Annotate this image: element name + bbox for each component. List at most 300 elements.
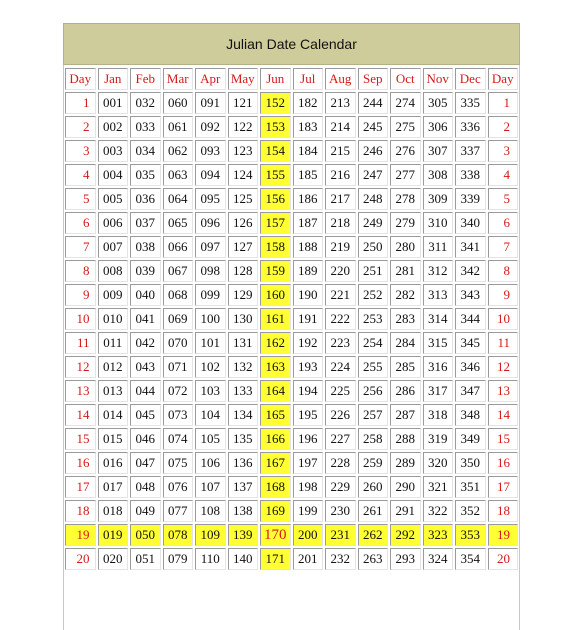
julian-date-cell: 132 bbox=[228, 356, 259, 378]
julian-date-cell: 306 bbox=[423, 116, 454, 138]
julian-date-cell: 244 bbox=[358, 92, 389, 114]
julian-date-cell: 277 bbox=[390, 164, 421, 186]
day-number-left: 9 bbox=[65, 284, 96, 306]
julian-date-cell: 126 bbox=[228, 212, 259, 234]
julian-date-cell: 051 bbox=[130, 548, 161, 570]
table-row bbox=[65, 236, 518, 258]
julian-date-cell: 048 bbox=[130, 476, 161, 498]
julian-date-cell: 232 bbox=[325, 548, 356, 570]
julian-date-cell: 127 bbox=[228, 236, 259, 258]
julian-date-cell: 101 bbox=[195, 332, 226, 354]
julian-date-cell: 033 bbox=[130, 116, 161, 138]
julian-date-cell: 157 bbox=[260, 212, 291, 234]
julian-date-cell: 007 bbox=[98, 236, 129, 258]
julian-date-cell: 099 bbox=[195, 284, 226, 306]
julian-date-cell: 354 bbox=[455, 548, 486, 570]
day-number-left: 6 bbox=[65, 212, 96, 234]
julian-date-cell: 308 bbox=[423, 164, 454, 186]
day-number-right: 13 bbox=[488, 380, 519, 402]
day-number-right: 8 bbox=[488, 260, 519, 282]
julian-date-cell: 183 bbox=[293, 116, 324, 138]
julian-date-cell: 219 bbox=[325, 236, 356, 258]
julian-date-cell: 198 bbox=[293, 476, 324, 498]
julian-date-cell: 255 bbox=[358, 356, 389, 378]
julian-date-cell: 108 bbox=[195, 500, 226, 522]
julian-date-cell: 104 bbox=[195, 404, 226, 426]
julian-date-cell: 135 bbox=[228, 428, 259, 450]
julian-date-cell: 134 bbox=[228, 404, 259, 426]
julian-date-cell: 131 bbox=[228, 332, 259, 354]
julian-date-cell: 064 bbox=[163, 188, 194, 210]
julian-date-cell: 190 bbox=[293, 284, 324, 306]
header-sep: Sep bbox=[358, 68, 389, 90]
julian-date-cell: 350 bbox=[455, 452, 486, 474]
julian-date-cell: 348 bbox=[455, 404, 486, 426]
julian-date-cell: 249 bbox=[358, 212, 389, 234]
julian-date-cell: 001 bbox=[98, 92, 129, 114]
julian-date-cell: 186 bbox=[293, 188, 324, 210]
julian-date-cell: 162 bbox=[260, 332, 291, 354]
table-row bbox=[65, 476, 518, 498]
calendar-title: Julian Date Calendar bbox=[63, 23, 520, 65]
header-oct: Oct bbox=[390, 68, 421, 90]
julian-date-cell: 309 bbox=[423, 188, 454, 210]
julian-date-cell: 256 bbox=[358, 380, 389, 402]
julian-date-cell: 338 bbox=[455, 164, 486, 186]
julian-date-cell: 138 bbox=[228, 500, 259, 522]
julian-date-cell: 290 bbox=[390, 476, 421, 498]
julian-date-cell: 155 bbox=[260, 164, 291, 186]
day-number-right: 14 bbox=[488, 404, 519, 426]
header-row bbox=[65, 68, 518, 90]
julian-date-cell: 251 bbox=[358, 260, 389, 282]
julian-date-cell: 259 bbox=[358, 452, 389, 474]
day-number-left: 4 bbox=[65, 164, 96, 186]
julian-date-cell: 305 bbox=[423, 92, 454, 114]
julian-date-cell: 110 bbox=[195, 548, 226, 570]
header-jul: Jul bbox=[293, 68, 324, 90]
julian-date-cell: 171 bbox=[260, 548, 291, 570]
julian-date-cell: 075 bbox=[163, 452, 194, 474]
julian-date-cell: 130 bbox=[228, 308, 259, 330]
julian-date-cell: 321 bbox=[423, 476, 454, 498]
julian-date-cell: 124 bbox=[228, 164, 259, 186]
julian-date-cell: 036 bbox=[130, 188, 161, 210]
header-may: May bbox=[228, 68, 259, 90]
day-number-right: 2 bbox=[488, 116, 519, 138]
julian-date-cell: 017 bbox=[98, 476, 129, 498]
header-feb: Feb bbox=[130, 68, 161, 90]
julian-date-cell: 005 bbox=[98, 188, 129, 210]
julian-date-cell: 193 bbox=[293, 356, 324, 378]
julian-date-cell: 160 bbox=[260, 284, 291, 306]
julian-date-cell: 353 bbox=[455, 524, 486, 546]
julian-date-cell: 004 bbox=[98, 164, 129, 186]
julian-date-cell: 311 bbox=[423, 236, 454, 258]
table-row bbox=[65, 140, 518, 162]
julian-date-cell: 187 bbox=[293, 212, 324, 234]
julian-date-cell: 213 bbox=[325, 92, 356, 114]
julian-date-cell: 318 bbox=[423, 404, 454, 426]
julian-date-cell: 184 bbox=[293, 140, 324, 162]
julian-date-cell: 129 bbox=[228, 284, 259, 306]
day-number-right: 20 bbox=[488, 548, 519, 570]
julian-date-cell: 010 bbox=[98, 308, 129, 330]
julian-date-cell: 012 bbox=[98, 356, 129, 378]
julian-date-cell: 041 bbox=[130, 308, 161, 330]
julian-date-cell: 201 bbox=[293, 548, 324, 570]
table-row bbox=[65, 260, 518, 282]
header-jan: Jan bbox=[98, 68, 129, 90]
table-row bbox=[65, 164, 518, 186]
julian-date-cell: 169 bbox=[260, 500, 291, 522]
julian-date-cell: 122 bbox=[228, 116, 259, 138]
julian-date-cell: 045 bbox=[130, 404, 161, 426]
julian-date-cell: 103 bbox=[195, 380, 226, 402]
julian-date-cell: 260 bbox=[358, 476, 389, 498]
julian-date-cell: 316 bbox=[423, 356, 454, 378]
header-aug: Aug bbox=[325, 68, 356, 90]
day-number-left: 17 bbox=[65, 476, 96, 498]
julian-date-cell: 034 bbox=[130, 140, 161, 162]
julian-date-cell: 195 bbox=[293, 404, 324, 426]
julian-date-cell: 035 bbox=[130, 164, 161, 186]
julian-date-cell: 097 bbox=[195, 236, 226, 258]
julian-date-cell: 247 bbox=[358, 164, 389, 186]
julian-date-cell: 261 bbox=[358, 500, 389, 522]
day-number-left: 20 bbox=[65, 548, 96, 570]
julian-date-cell: 105 bbox=[195, 428, 226, 450]
julian-date-cell: 109 bbox=[195, 524, 226, 546]
julian-date-cell: 039 bbox=[130, 260, 161, 282]
julian-date-cell: 231 bbox=[325, 524, 356, 546]
julian-date-cell: 351 bbox=[455, 476, 486, 498]
julian-date-cell: 107 bbox=[195, 476, 226, 498]
julian-date-cell: 165 bbox=[260, 404, 291, 426]
julian-date-cell: 191 bbox=[293, 308, 324, 330]
table-row bbox=[65, 500, 518, 522]
julian-date-cell: 224 bbox=[325, 356, 356, 378]
julian-date-cell: 228 bbox=[325, 452, 356, 474]
julian-date-cell: 032 bbox=[130, 92, 161, 114]
day-number-right: 6 bbox=[488, 212, 519, 234]
day-number-right: 17 bbox=[488, 476, 519, 498]
day-number-right: 10 bbox=[488, 308, 519, 330]
julian-date-cell: 020 bbox=[98, 548, 129, 570]
table-row bbox=[65, 548, 518, 570]
day-number-right: 16 bbox=[488, 452, 519, 474]
julian-date-cell: 263 bbox=[358, 548, 389, 570]
julian-date-cell: 140 bbox=[228, 548, 259, 570]
julian-date-cell: 344 bbox=[455, 308, 486, 330]
julian-date-cell: 291 bbox=[390, 500, 421, 522]
julian-date-cell: 216 bbox=[325, 164, 356, 186]
julian-date-cell: 337 bbox=[455, 140, 486, 162]
day-number-left: 14 bbox=[65, 404, 96, 426]
day-number-left: 3 bbox=[65, 140, 96, 162]
julian-date-cell: 037 bbox=[130, 212, 161, 234]
table-row bbox=[65, 332, 518, 354]
julian-date-cell: 092 bbox=[195, 116, 226, 138]
day-number-right: 5 bbox=[488, 188, 519, 210]
julian-date-cell: 133 bbox=[228, 380, 259, 402]
julian-date-cell: 065 bbox=[163, 212, 194, 234]
day-number-left: 2 bbox=[65, 116, 96, 138]
julian-date-cell: 102 bbox=[195, 356, 226, 378]
julian-date-cell: 352 bbox=[455, 500, 486, 522]
julian-date-cell: 312 bbox=[423, 260, 454, 282]
julian-date-cell: 320 bbox=[423, 452, 454, 474]
julian-date-cell: 221 bbox=[325, 284, 356, 306]
julian-date-cell: 229 bbox=[325, 476, 356, 498]
julian-date-cell: 061 bbox=[163, 116, 194, 138]
day-number-right: 19 bbox=[488, 524, 519, 546]
julian-date-cell: 225 bbox=[325, 380, 356, 402]
header-mar: Mar bbox=[163, 68, 194, 90]
julian-date-cell: 063 bbox=[163, 164, 194, 186]
julian-date-cell: 281 bbox=[390, 260, 421, 282]
julian-date-cell: 214 bbox=[325, 116, 356, 138]
julian-date-cell: 342 bbox=[455, 260, 486, 282]
julian-date-cell: 275 bbox=[390, 116, 421, 138]
julian-date-cell: 314 bbox=[423, 308, 454, 330]
header-nov: Nov bbox=[423, 68, 454, 90]
julian-date-cell: 313 bbox=[423, 284, 454, 306]
day-number-left: 10 bbox=[65, 308, 96, 330]
julian-date-cell: 060 bbox=[163, 92, 194, 114]
julian-date-cell: 245 bbox=[358, 116, 389, 138]
julian-date-cell: 096 bbox=[195, 212, 226, 234]
julian-date-cell: 347 bbox=[455, 380, 486, 402]
julian-date-cell: 217 bbox=[325, 188, 356, 210]
julian-date-cell: 254 bbox=[358, 332, 389, 354]
julian-date-cell: 044 bbox=[130, 380, 161, 402]
day-number-left: 18 bbox=[65, 500, 96, 522]
julian-date-cell: 153 bbox=[260, 116, 291, 138]
julian-date-cell: 248 bbox=[358, 188, 389, 210]
julian-date-cell: 018 bbox=[98, 500, 129, 522]
julian-date-cell: 192 bbox=[293, 332, 324, 354]
day-number-right: 15 bbox=[488, 428, 519, 450]
julian-date-cell: 093 bbox=[195, 140, 226, 162]
julian-date-cell: 197 bbox=[293, 452, 324, 474]
julian-date-cell: 292 bbox=[390, 524, 421, 546]
julian-date-cell: 345 bbox=[455, 332, 486, 354]
julian-date-cell: 091 bbox=[195, 92, 226, 114]
julian-date-cell: 222 bbox=[325, 308, 356, 330]
julian-date-cell: 315 bbox=[423, 332, 454, 354]
julian-date-cell: 323 bbox=[423, 524, 454, 546]
julian-date-cell: 200 bbox=[293, 524, 324, 546]
julian-date-cell: 252 bbox=[358, 284, 389, 306]
julian-date-cell: 280 bbox=[390, 236, 421, 258]
julian-date-cell: 289 bbox=[390, 452, 421, 474]
julian-date-cell: 258 bbox=[358, 428, 389, 450]
julian-date-cell: 047 bbox=[130, 452, 161, 474]
julian-date-cell: 011 bbox=[98, 332, 129, 354]
julian-date-cell: 288 bbox=[390, 428, 421, 450]
day-number-right: 1 bbox=[488, 92, 519, 114]
day-number-right: 11 bbox=[488, 332, 519, 354]
julian-date-cell: 094 bbox=[195, 164, 226, 186]
julian-date-cell: 125 bbox=[228, 188, 259, 210]
julian-date-cell: 019 bbox=[98, 524, 129, 546]
day-number-right: 3 bbox=[488, 140, 519, 162]
julian-date-cell: 074 bbox=[163, 428, 194, 450]
julian-date-cell: 043 bbox=[130, 356, 161, 378]
julian-date-cell: 340 bbox=[455, 212, 486, 234]
header-dec: Dec bbox=[455, 68, 486, 90]
table-row bbox=[65, 404, 518, 426]
julian-date-cell: 003 bbox=[98, 140, 129, 162]
julian-date-cell: 282 bbox=[390, 284, 421, 306]
julian-date-cell: 349 bbox=[455, 428, 486, 450]
julian-date-cell: 042 bbox=[130, 332, 161, 354]
julian-date-cell: 167 bbox=[260, 452, 291, 474]
julian-date-cell: 223 bbox=[325, 332, 356, 354]
julian-date-cell: 066 bbox=[163, 236, 194, 258]
table-row bbox=[65, 212, 518, 234]
julian-date-cell: 076 bbox=[163, 476, 194, 498]
day-number-left: 16 bbox=[65, 452, 96, 474]
julian-date-cell: 286 bbox=[390, 380, 421, 402]
julian-date-cell: 062 bbox=[163, 140, 194, 162]
table-row bbox=[65, 92, 518, 114]
julian-date-cell: 226 bbox=[325, 404, 356, 426]
julian-date-cell: 068 bbox=[163, 284, 194, 306]
julian-date-cell: 293 bbox=[390, 548, 421, 570]
julian-date-cell: 227 bbox=[325, 428, 356, 450]
julian-date-cell: 071 bbox=[163, 356, 194, 378]
table-row bbox=[65, 452, 518, 474]
day-number-left: 13 bbox=[65, 380, 96, 402]
table-row bbox=[65, 308, 518, 330]
julian-date-cell: 170 bbox=[260, 524, 291, 546]
julian-date-cell: 283 bbox=[390, 308, 421, 330]
julian-date-cell: 121 bbox=[228, 92, 259, 114]
julian-date-cell: 285 bbox=[390, 356, 421, 378]
julian-date-cell: 154 bbox=[260, 140, 291, 162]
table-row bbox=[65, 524, 518, 546]
day-number-right: 18 bbox=[488, 500, 519, 522]
day-number-right: 4 bbox=[488, 164, 519, 186]
day-number-right: 7 bbox=[488, 236, 519, 258]
julian-date-cell: 343 bbox=[455, 284, 486, 306]
julian-date-cell: 194 bbox=[293, 380, 324, 402]
day-number-left: 8 bbox=[65, 260, 96, 282]
julian-date-cell: 069 bbox=[163, 308, 194, 330]
julian-date-cell: 128 bbox=[228, 260, 259, 282]
julian-date-cell: 100 bbox=[195, 308, 226, 330]
julian-date-cell: 079 bbox=[163, 548, 194, 570]
julian-date-cell: 220 bbox=[325, 260, 356, 282]
julian-date-cell: 152 bbox=[260, 92, 291, 114]
julian-date-cell: 274 bbox=[390, 92, 421, 114]
julian-date-cell: 049 bbox=[130, 500, 161, 522]
julian-date-cell: 014 bbox=[98, 404, 129, 426]
header-apr: Apr bbox=[195, 68, 226, 90]
julian-date-cell: 077 bbox=[163, 500, 194, 522]
julian-date-cell: 159 bbox=[260, 260, 291, 282]
julian-date-cell: 182 bbox=[293, 92, 324, 114]
julian-date-cell: 218 bbox=[325, 212, 356, 234]
julian-date-cell: 230 bbox=[325, 500, 356, 522]
julian-date-cell: 106 bbox=[195, 452, 226, 474]
julian-date-cell: 324 bbox=[423, 548, 454, 570]
julian-date-cell: 164 bbox=[260, 380, 291, 402]
julian-date-cell: 072 bbox=[163, 380, 194, 402]
julian-date-cell: 156 bbox=[260, 188, 291, 210]
julian-date-cell: 136 bbox=[228, 452, 259, 474]
day-number-right: 12 bbox=[488, 356, 519, 378]
julian-date-cell: 317 bbox=[423, 380, 454, 402]
julian-date-cell: 335 bbox=[455, 92, 486, 114]
table-row bbox=[65, 116, 518, 138]
header-day-right: Day bbox=[488, 68, 519, 90]
day-number-left: 7 bbox=[65, 236, 96, 258]
day-number-right: 9 bbox=[488, 284, 519, 306]
julian-date-cell: 196 bbox=[293, 428, 324, 450]
julian-date-cell: 278 bbox=[390, 188, 421, 210]
julian-date-cell: 009 bbox=[98, 284, 129, 306]
day-number-left: 1 bbox=[65, 92, 96, 114]
julian-date-cell: 307 bbox=[423, 140, 454, 162]
julian-date-cell: 158 bbox=[260, 236, 291, 258]
julian-date-cell: 161 bbox=[260, 308, 291, 330]
julian-date-cell: 123 bbox=[228, 140, 259, 162]
day-number-left: 11 bbox=[65, 332, 96, 354]
julian-date-cell: 253 bbox=[358, 308, 389, 330]
julian-date-table bbox=[63, 66, 520, 572]
julian-date-cell: 139 bbox=[228, 524, 259, 546]
julian-date-cell: 336 bbox=[455, 116, 486, 138]
julian-date-cell: 262 bbox=[358, 524, 389, 546]
julian-date-cell: 070 bbox=[163, 332, 194, 354]
julian-date-cell: 250 bbox=[358, 236, 389, 258]
day-number-left: 15 bbox=[65, 428, 96, 450]
table-row bbox=[65, 188, 518, 210]
julian-date-cell: 310 bbox=[423, 212, 454, 234]
table-row bbox=[65, 284, 518, 306]
table-row bbox=[65, 380, 518, 402]
julian-date-cell: 095 bbox=[195, 188, 226, 210]
julian-date-cell: 279 bbox=[390, 212, 421, 234]
julian-date-cell: 284 bbox=[390, 332, 421, 354]
julian-date-cell: 346 bbox=[455, 356, 486, 378]
julian-date-cell: 006 bbox=[98, 212, 129, 234]
julian-date-cell: 078 bbox=[163, 524, 194, 546]
julian-date-cell: 341 bbox=[455, 236, 486, 258]
julian-date-cell: 015 bbox=[98, 428, 129, 450]
julian-date-cell: 199 bbox=[293, 500, 324, 522]
julian-date-cell: 098 bbox=[195, 260, 226, 282]
julian-date-cell: 040 bbox=[130, 284, 161, 306]
julian-date-cell: 067 bbox=[163, 260, 194, 282]
julian-date-cell: 016 bbox=[98, 452, 129, 474]
julian-date-cell: 038 bbox=[130, 236, 161, 258]
julian-date-cell: 246 bbox=[358, 140, 389, 162]
julian-date-cell: 185 bbox=[293, 164, 324, 186]
julian-date-cell: 339 bbox=[455, 188, 486, 210]
header-day-left: Day bbox=[65, 68, 96, 90]
table-row bbox=[65, 428, 518, 450]
julian-date-cell: 322 bbox=[423, 500, 454, 522]
julian-date-cell: 276 bbox=[390, 140, 421, 162]
day-number-left: 19 bbox=[65, 524, 96, 546]
julian-date-cell: 215 bbox=[325, 140, 356, 162]
julian-date-cell: 257 bbox=[358, 404, 389, 426]
julian-date-cell: 137 bbox=[228, 476, 259, 498]
